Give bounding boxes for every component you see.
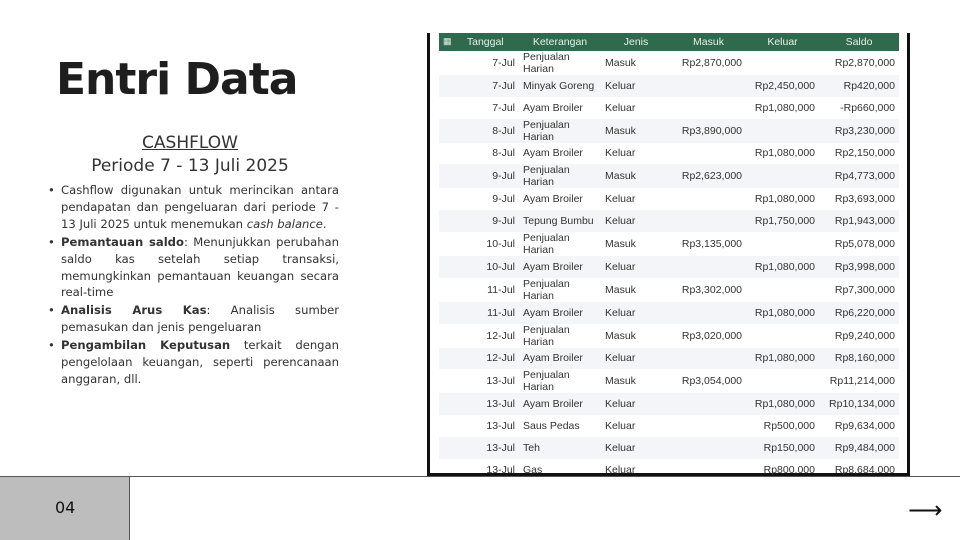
table-row xyxy=(439,369,899,393)
bullet-text: : Analisis sumber pemasukan dan jenis pengeluaran xyxy=(61,303,339,335)
cell-saldo[interactable]: Rp420,000 xyxy=(819,75,899,97)
table-row xyxy=(439,437,899,459)
cell-keluar[interactable]: Rp500,000 xyxy=(763,420,815,433)
cell-jenis[interactable]: Masuk xyxy=(605,57,636,69)
table-row xyxy=(439,97,899,119)
column-header-jenis[interactable] xyxy=(601,33,671,51)
bullet-list xyxy=(48,182,339,389)
cell-keterangan[interactable]: Penjualan Harian xyxy=(523,51,570,75)
cell-saldo[interactable]: Rp2,870,000 xyxy=(834,57,895,69)
cell-jenis[interactable]: Keluar xyxy=(605,420,636,433)
cell-saldo[interactable]: Rp10,134,000 xyxy=(819,393,899,415)
cell-tanggal[interactable]: 7-Jul xyxy=(439,75,519,97)
cell-saldo[interactable]: Rp2,150,000 xyxy=(834,147,895,160)
cell-saldo[interactable]: Rp8,684,000 xyxy=(834,463,895,476)
cell-tanggal[interactable]: 11-Jul xyxy=(487,283,515,296)
bullet-item xyxy=(48,302,339,336)
cell-keluar[interactable] xyxy=(746,119,819,143)
cell-jenis[interactable]: Keluar xyxy=(605,463,636,476)
cell-keluar[interactable]: Rp1,080,000 xyxy=(746,302,819,324)
column-header-label: Keluar xyxy=(767,36,798,48)
cell-saldo[interactable]: Rp3,230,000 xyxy=(819,119,899,143)
cell-jenis[interactable]: Keluar xyxy=(605,101,636,114)
cell-keterangan[interactable]: Penjualan Harian xyxy=(523,369,570,394)
column-header-keluar[interactable] xyxy=(746,33,819,51)
cell-saldo[interactable]: Rp8,160,000 xyxy=(819,348,899,370)
cell-keluar[interactable] xyxy=(746,164,819,188)
cell-saldo[interactable]: Rp3,693,000 xyxy=(834,193,895,206)
period-heading: Periode 7 - 13 Juli 2025 xyxy=(91,156,289,176)
column-header-saldo[interactable] xyxy=(819,33,899,51)
cashflow-table xyxy=(439,33,899,481)
cell-tanggal[interactable]: 10-Jul xyxy=(439,256,519,278)
cell-masuk[interactable]: Rp2,870,000 xyxy=(681,57,742,69)
cashflow-table-frame xyxy=(427,33,910,476)
cell-keterangan[interactable]: Penjualan Harian xyxy=(519,164,601,188)
column-header-label: Keterangan xyxy=(532,36,588,48)
cell-jenis[interactable]: Masuk xyxy=(605,329,636,342)
arrow-right-icon[interactable]: ⟶ xyxy=(908,496,943,524)
cell-tanggal[interactable]: 11-Jul xyxy=(439,302,519,324)
table-row xyxy=(439,119,899,143)
cell-masuk[interactable] xyxy=(671,415,746,437)
column-header-masuk[interactable] xyxy=(671,33,746,51)
cell-jenis[interactable]: Keluar xyxy=(601,75,671,97)
cell-tanggal[interactable]: 7-Jul xyxy=(492,101,515,114)
cell-keluar[interactable]: Rp150,000 xyxy=(746,437,819,459)
cell-tanggal[interactable]: 9-Jul xyxy=(439,210,519,232)
cell-keluar[interactable] xyxy=(746,369,819,393)
cell-jenis[interactable]: Keluar xyxy=(601,437,671,459)
bullet-bold: Analisis Arus Kas xyxy=(61,303,207,318)
cell-keluar[interactable]: Rp1,080,000 xyxy=(746,393,819,415)
cell-tanggal[interactable]: 13-Jul xyxy=(486,375,515,388)
cell-masuk[interactable] xyxy=(671,75,746,97)
cell-tanggal[interactable]: 13-Jul xyxy=(486,463,515,476)
cell-saldo[interactable]: -Rp660,000 xyxy=(840,101,895,114)
cell-masuk[interactable] xyxy=(671,302,746,324)
cell-tanggal[interactable]: 8-Jul xyxy=(439,119,519,143)
cell-saldo[interactable]: Rp9,634,000 xyxy=(834,420,895,433)
cell-saldo[interactable]: Rp9,484,000 xyxy=(819,437,899,459)
cell-keterangan[interactable]: Penjualan Harian xyxy=(523,277,570,302)
cell-tanggal[interactable]: 13-Jul xyxy=(486,420,515,433)
cell-keterangan[interactable]: Penjualan Harian xyxy=(519,119,601,143)
cell-jenis[interactable]: Masuk xyxy=(605,283,636,296)
cell-tanggal[interactable]: 12-Jul xyxy=(486,329,515,342)
cell-masuk[interactable] xyxy=(671,97,746,119)
cell-saldo[interactable]: Rp4,773,000 xyxy=(819,164,899,188)
cell-masuk[interactable] xyxy=(671,459,746,481)
bullet-item xyxy=(48,234,339,302)
column-header-label: Masuk xyxy=(693,36,724,48)
cell-tanggal[interactable]: 8-Jul xyxy=(492,147,515,160)
page-title: Entri Data xyxy=(56,54,298,105)
table-row xyxy=(439,348,899,370)
cell-saldo[interactable]: Rp9,240,000 xyxy=(834,329,895,342)
cell-keluar[interactable]: Rp1,080,000 xyxy=(746,348,819,370)
cell-masuk[interactable] xyxy=(671,188,746,210)
column-header-keterangan[interactable] xyxy=(519,33,601,51)
cell-keluar[interactable] xyxy=(746,232,819,256)
cell-keluar[interactable] xyxy=(746,51,819,75)
bullet-bold: Pemantauan saldo xyxy=(61,234,184,249)
cell-masuk[interactable]: Rp3,054,000 xyxy=(681,375,742,388)
cell-keterangan[interactable]: Minyak Goreng xyxy=(519,75,601,97)
cell-saldo[interactable]: Rp6,220,000 xyxy=(819,302,899,324)
table-row xyxy=(439,459,899,481)
cell-masuk[interactable] xyxy=(671,348,746,370)
cell-saldo[interactable]: Rp1,943,000 xyxy=(819,210,899,232)
cashflow-heading: CASHFLOW xyxy=(142,133,238,153)
bullet-bold: Pengambilan Keputusan xyxy=(61,338,231,353)
cell-keterangan[interactable]: Ayam Broiler xyxy=(523,101,583,114)
cell-keterangan[interactable]: Ayam Broiler xyxy=(519,302,601,324)
bullet-text: : Menunjukkan perubahan saldo kas setelah setiap transaksi, memungkinkan pemantauan keuangan secara real-time xyxy=(61,234,339,300)
cell-keluar[interactable]: Rp1,080,000 xyxy=(754,193,815,206)
cell-masuk[interactable]: Rp2,623,000 xyxy=(671,164,746,188)
cell-masuk[interactable]: Rp3,020,000 xyxy=(681,329,742,342)
page-number: 04 xyxy=(55,498,76,517)
table-row xyxy=(439,75,899,97)
cell-tanggal[interactable]: 10-Jul xyxy=(486,237,515,250)
cell-masuk[interactable] xyxy=(671,256,746,278)
cell-keterangan[interactable]: Ayam Broiler xyxy=(523,193,583,206)
cell-masuk[interactable] xyxy=(671,437,746,459)
cell-masuk[interactable]: Rp3,135,000 xyxy=(681,237,742,250)
table-header xyxy=(439,33,899,51)
cell-keterangan[interactable]: Gas xyxy=(523,463,543,476)
cell-keluar[interactable]: Rp1,750,000 xyxy=(746,210,819,232)
cell-keterangan[interactable]: Ayam Broiler xyxy=(519,348,601,370)
table-row xyxy=(439,210,899,232)
cell-keterangan[interactable]: Teh xyxy=(519,437,601,459)
table-row xyxy=(439,188,899,210)
cell-keluar[interactable]: Rp800,000 xyxy=(763,463,815,476)
cell-jenis[interactable]: Masuk xyxy=(601,164,671,188)
column-header-label: Saldo xyxy=(845,36,873,48)
cell-masuk[interactable]: Rp3,302,000 xyxy=(681,283,742,296)
bullet-italic: cash balance xyxy=(246,216,323,231)
cell-keterangan[interactable]: Tepung Bumbu xyxy=(519,210,601,232)
cell-keterangan[interactable]: Ayam Broiler xyxy=(519,393,601,415)
cell-keluar[interactable] xyxy=(746,324,819,348)
cell-tanggal[interactable]: 7-Jul xyxy=(492,57,515,69)
cell-jenis[interactable]: Keluar xyxy=(601,348,671,370)
cell-keterangan[interactable]: Penjualan Harian xyxy=(523,231,570,256)
column-header-label: Jenis xyxy=(623,36,649,48)
table-row xyxy=(439,302,899,324)
table-row xyxy=(439,415,899,437)
cell-keluar[interactable]: Rp1,080,000 xyxy=(746,256,819,278)
cell-keterangan[interactable]: Ayam Broiler xyxy=(519,256,601,278)
table-row xyxy=(439,324,899,348)
cell-jenis[interactable]: Masuk xyxy=(601,119,671,143)
cell-saldo[interactable]: Rp7,300,000 xyxy=(834,283,895,296)
table-row xyxy=(439,256,899,278)
column-header-tanggal[interactable] xyxy=(439,33,519,51)
cell-tanggal[interactable]: 12-Jul xyxy=(439,348,519,370)
cell-saldo[interactable]: Rp5,078,000 xyxy=(834,237,895,250)
bullet-item xyxy=(48,182,339,233)
bullet-tail: . xyxy=(322,216,327,231)
cell-jenis[interactable]: Keluar xyxy=(601,302,671,324)
cell-jenis[interactable]: Masuk xyxy=(605,375,636,388)
bullet-text: terkait dengan pengelolaan keuangan, seperti perencanaan anggaran, dll. xyxy=(61,338,339,386)
footer-divider xyxy=(0,476,960,477)
cell-keterangan[interactable]: Penjualan Harian xyxy=(523,323,570,348)
cell-keterangan[interactable]: Saus Pedas xyxy=(523,420,580,433)
bullet-item xyxy=(48,337,339,388)
cell-jenis[interactable]: Keluar xyxy=(605,193,636,206)
cell-masuk[interactable]: Rp3,890,000 xyxy=(671,119,746,143)
table-row xyxy=(439,232,899,256)
cell-jenis[interactable]: Keluar xyxy=(601,256,671,278)
column-header-label: Tanggal xyxy=(466,36,504,48)
table-row xyxy=(439,51,899,75)
calendar-icon: ▦ xyxy=(443,36,452,46)
cell-jenis[interactable]: Masuk xyxy=(605,237,636,250)
cell-masuk[interactable] xyxy=(671,393,746,415)
cell-tanggal[interactable]: 13-Jul xyxy=(439,393,519,415)
cell-keluar[interactable]: Rp2,450,000 xyxy=(746,75,819,97)
cell-masuk[interactable] xyxy=(671,143,746,165)
cell-keluar[interactable]: Rp1,080,000 xyxy=(754,101,815,114)
cell-jenis[interactable]: Keluar xyxy=(601,393,671,415)
cell-tanggal[interactable]: 9-Jul xyxy=(439,164,519,188)
table-row xyxy=(439,164,899,188)
table-row xyxy=(439,278,899,302)
table-row xyxy=(439,143,899,165)
cell-keluar[interactable] xyxy=(746,278,819,302)
cell-keluar[interactable]: Rp1,080,000 xyxy=(754,147,815,160)
cell-jenis[interactable]: Keluar xyxy=(605,147,636,160)
cell-tanggal[interactable]: 13-Jul xyxy=(439,437,519,459)
cell-masuk[interactable] xyxy=(671,210,746,232)
cell-saldo[interactable]: Rp3,998,000 xyxy=(819,256,899,278)
cell-saldo[interactable]: Rp11,214,000 xyxy=(829,375,895,388)
cell-keterangan[interactable]: Ayam Broiler xyxy=(523,147,583,160)
cell-jenis[interactable]: Keluar xyxy=(601,210,671,232)
bullet-text: Cashflow digunakan untuk merincikan antara pendapatan dan pengeluaran dari periode 7 - 13 Juli 2025 untuk menemukan xyxy=(61,183,339,231)
cell-tanggal[interactable]: 9-Jul xyxy=(492,193,515,206)
table-row xyxy=(439,393,899,415)
